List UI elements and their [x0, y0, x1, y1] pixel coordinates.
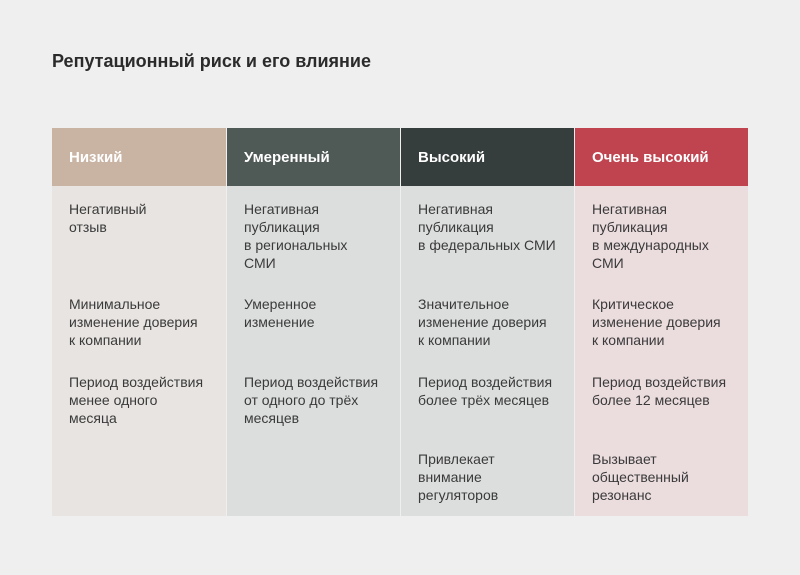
cell-source: Негативная публикация в международных СМИ [592, 201, 709, 271]
column-header-high: Высокий [401, 128, 574, 186]
page-title: Репутационный риск и его влияние [52, 51, 371, 71]
cell-period: Период воздействия более трёх месяцев [418, 374, 553, 408]
column-header-moderate: Умеренный [227, 128, 400, 186]
cell-effect: Вызывает общественный резонанс [592, 451, 689, 503]
column-header-low: Низкий [52, 128, 226, 186]
cell-period: Период воздействия от одного до трёх месяцев [244, 374, 379, 426]
cell-effect: Привлекает внимание регуляторов [418, 451, 499, 503]
cell-trust: Критическое изменение доверия к компании [592, 296, 721, 348]
column-body-high [401, 186, 574, 516]
column-body-moderate [227, 186, 400, 516]
column-header-very-high: Очень высокий [575, 128, 748, 186]
cell-period: Период воздействия менее одного месяца [69, 374, 204, 426]
column-moderate [227, 128, 400, 516]
cell-source: Негативная публикация в федеральных СМИ [418, 201, 556, 253]
column-high [401, 128, 574, 516]
cell-trust: Минимальное изменение доверия к компании [69, 296, 198, 348]
column-body-very-high [575, 186, 748, 516]
cell-trust: Значительное изменение доверия к компании [418, 296, 547, 348]
cell-trust: Умеренное изменение [244, 296, 317, 330]
cell-period: Период воздействия более 12 месяцев [592, 374, 727, 408]
risk-table [52, 128, 748, 516]
column-low [52, 128, 226, 516]
cell-source: Негативный отзыв [69, 201, 147, 235]
column-body-low [52, 186, 226, 516]
column-very-high [575, 128, 748, 516]
cell-source: Негативная публикация в региональных СМИ [244, 201, 348, 271]
